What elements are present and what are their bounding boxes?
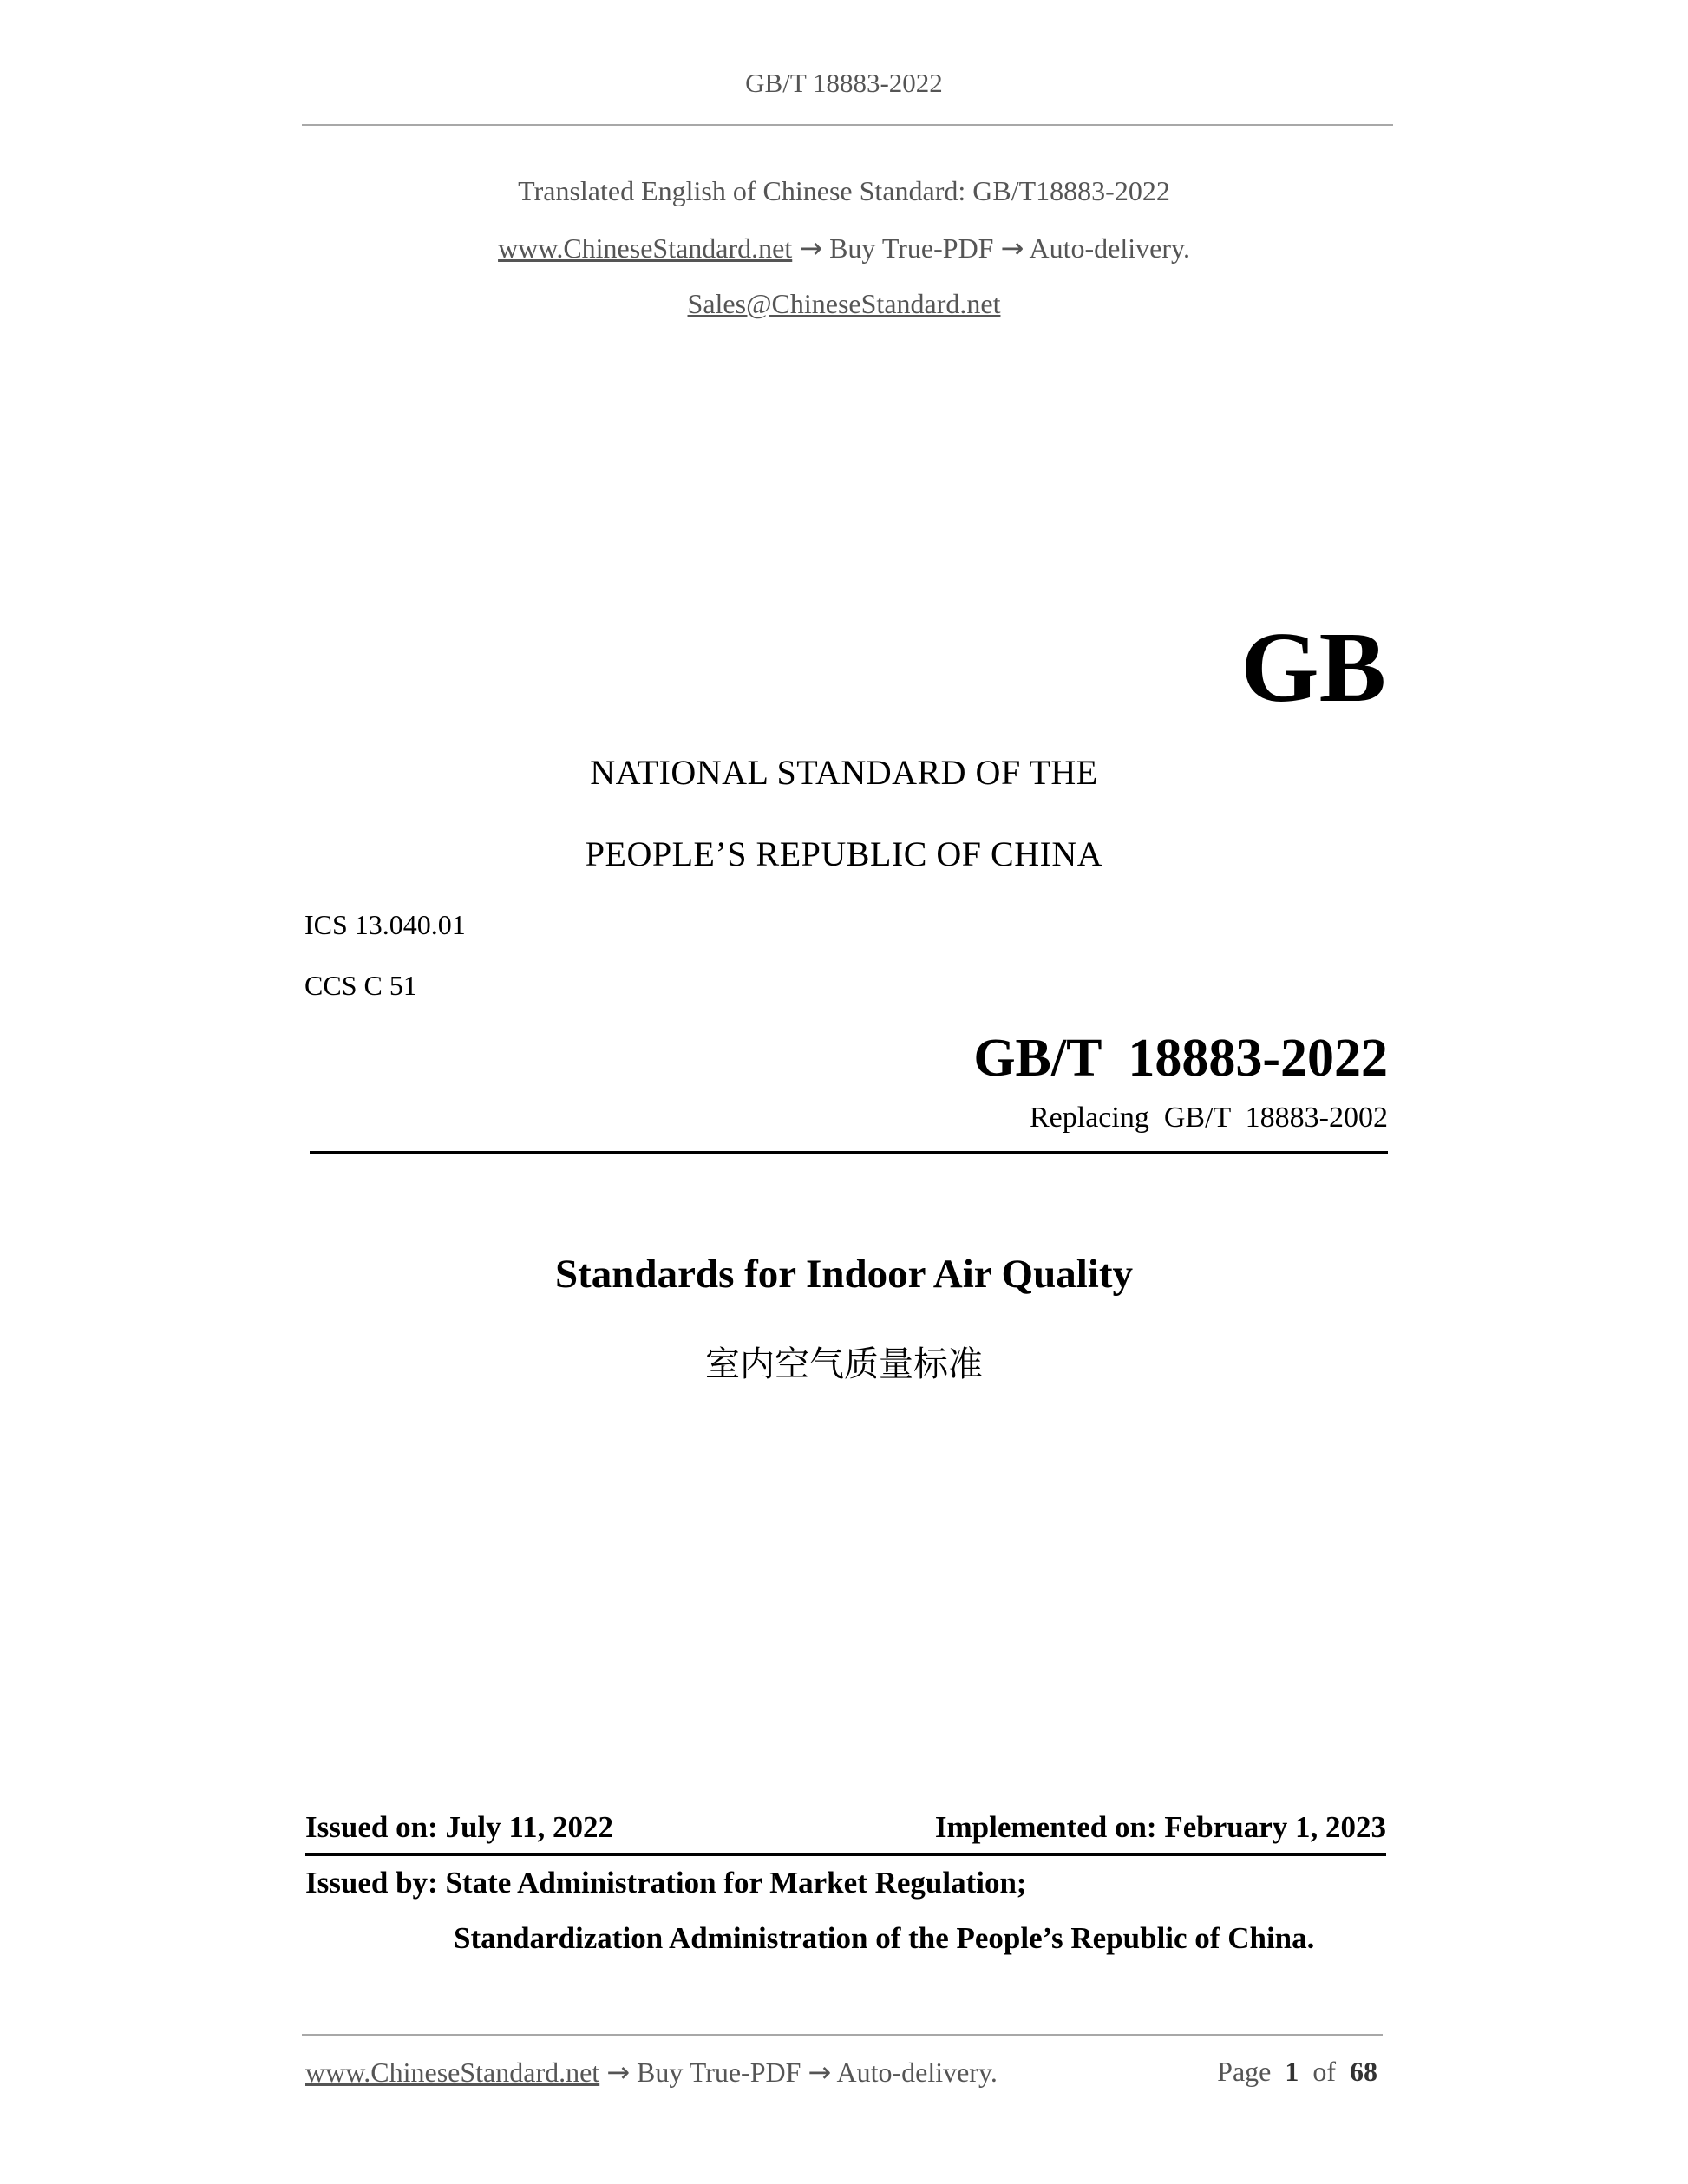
footer-promo [305, 2056, 998, 2089]
promo-buy-line [0, 232, 1688, 265]
footer-delivery-text: Auto-delivery. [836, 2056, 998, 2088]
footer-divider [302, 2034, 1383, 2036]
ics-code: ICS 13.040.01 [304, 909, 466, 940]
arrow-right-icon: → [799, 232, 823, 265]
arrow-right-icon: → [808, 2056, 832, 2089]
issued-on-date: Issued on: July 11, 2022 [305, 1810, 613, 1844]
running-header: GB/T 18883-2022 [745, 68, 943, 98]
gb-logo: GB [1240, 612, 1386, 723]
arrow-right-icon: → [606, 2056, 630, 2089]
issued-divider [305, 1853, 1386, 1856]
site-link[interactable]: www.ChineseStandard.net [498, 232, 793, 264]
issued-by-second-authority: Standardization Administration of the People’s Republic of China. [454, 1921, 1315, 1955]
national-standard-line2: PEOPLE’S REPUBLIC OF CHINA [585, 834, 1103, 873]
national-standard-line1: NATIONAL STANDARD OF THE [590, 753, 1098, 792]
title-english: Standards for Indoor Air Quality [555, 1252, 1133, 1297]
page-label: Page [1217, 2056, 1272, 2087]
issued-by: Issued by: State Administration for Market Regulation; [305, 1866, 1027, 1900]
arrow-right-icon: → [1000, 232, 1024, 265]
delivery-text: Auto-delivery. [1029, 232, 1190, 264]
promo-email-line [0, 288, 1688, 320]
replacing-note: Replacing GB/T 18883-2002 [1030, 1102, 1388, 1134]
footer-buy-text: Buy True-PDF [637, 2056, 801, 2088]
page-total: 68 [1350, 2056, 1377, 2087]
promo-line: Translated English of Chinese Standard: GB/T18883-2022 [518, 175, 1170, 206]
implemented-on-date: Implemented on: February 1, 2023 [934, 1810, 1386, 1844]
header-divider [302, 124, 1393, 126]
page-current: 1 [1285, 2056, 1299, 2087]
footer-site-link[interactable]: www.ChineseStandard.net [305, 2056, 600, 2088]
buy-text: Buy True-PDF [829, 232, 994, 264]
email-link[interactable]: Sales@ChineseStandard.net [687, 288, 1001, 319]
page-indicator [1217, 2056, 1377, 2088]
page-of: of [1312, 2056, 1336, 2087]
standard-number: GB/T 18883-2022 [973, 1029, 1388, 1088]
ccs-code: CCS C 51 [304, 970, 417, 1001]
title-divider [310, 1151, 1388, 1154]
title-chinese: 室内空气质量标准 [705, 1344, 983, 1384]
